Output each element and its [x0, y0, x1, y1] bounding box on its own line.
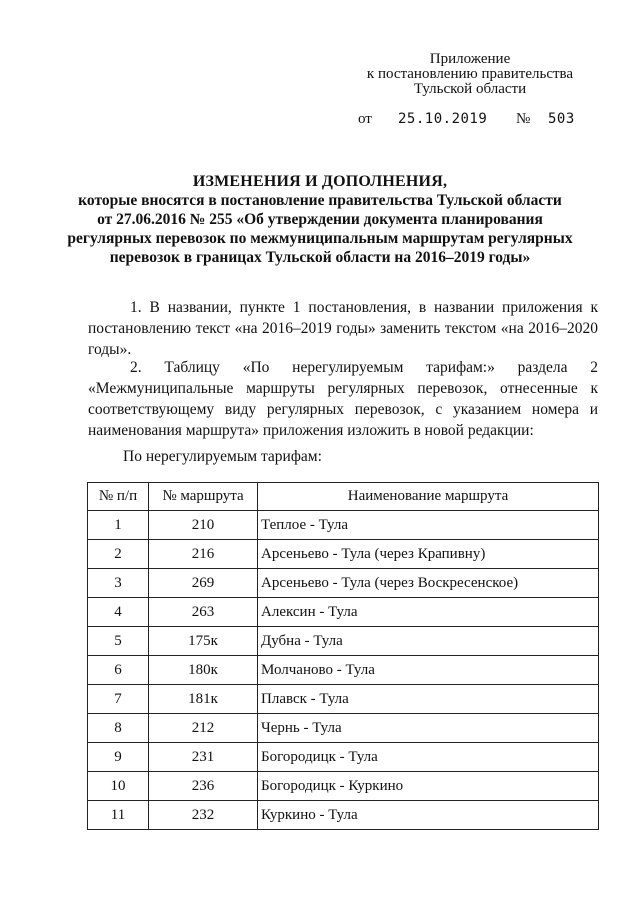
table-row — [88, 685, 599, 714]
title-line-2: которые вносятся в постановление правительства Тульской области — [78, 192, 562, 209]
table-row — [88, 743, 599, 772]
appendix-line-1: Приложение — [429, 51, 511, 67]
document-date: 25.10.2019 — [398, 111, 488, 127]
cell-route-number: 236 — [149, 772, 258, 801]
cell-route-name: Молчаново - Тула — [258, 656, 599, 685]
cell-route-name: Богородицк - Тула — [258, 743, 599, 772]
cell-row-number: 9 — [88, 743, 149, 772]
header-route-number: № маршрута — [149, 483, 258, 511]
cell-route-number: 180к — [149, 656, 258, 685]
cell-route-name: Теплое - Тула — [258, 511, 599, 540]
cell-row-number: 5 — [88, 627, 149, 656]
table-row — [88, 714, 599, 743]
table-row — [88, 627, 599, 656]
title-line-5: перевозок в границах Тульской области на 2016–2019 годы» — [109, 249, 531, 266]
header-route-name: Наименование маршрута — [258, 483, 599, 511]
cell-row-number: 7 — [88, 685, 149, 714]
cell-route-name: Арсеньево - Тула (через Крапивну) — [258, 540, 599, 569]
paragraph-2-text: 2. Таблицу «По нерегулируемым тарифам:» раздела 2 «Межмуниципальные маршруты регулярных перевозок, отнесенные к соответствующему виду регулярных перевозок, с указанием номера и наименования маршрута» приложения изложить в новой редакции: — [88, 359, 598, 439]
table-body — [88, 511, 599, 830]
cell-route-number: 263 — [149, 598, 258, 627]
table-caption: По нерегулируемым тарифам: — [123, 448, 322, 465]
paragraph-1 — [88, 297, 598, 360]
cell-row-number: 11 — [88, 801, 149, 830]
cell-row-number: 8 — [88, 714, 149, 743]
title-line-3: от 27.06.2016 № 255 «Об утверждении документа планирования — [97, 211, 543, 228]
cell-route-name: Алексин - Тула — [258, 598, 599, 627]
cell-route-name: Богородицк - Куркино — [258, 772, 599, 801]
title-line-4: регулярных перевозок по межмуниципальным маршрутам регулярных — [67, 230, 573, 247]
cell-row-number: 6 — [88, 656, 149, 685]
appendix-header — [355, 52, 585, 97]
routes-table — [87, 482, 599, 830]
cell-route-number: 175к — [149, 627, 258, 656]
number-sign: № — [516, 111, 531, 127]
table-header-row — [88, 483, 599, 511]
cell-row-number: 4 — [88, 598, 149, 627]
document-title — [60, 172, 580, 267]
cell-route-number: 269 — [149, 569, 258, 598]
table-row — [88, 772, 599, 801]
title-main: ИЗМЕНЕНИЯ И ДОПОЛНЕНИЯ, — [192, 173, 448, 190]
cell-route-name: Арсеньево - Тула (через Воскресенское) — [258, 569, 599, 598]
cell-route-number: 210 — [149, 511, 258, 540]
appendix-line-3: Тульской области — [413, 81, 527, 97]
paragraph-2 — [88, 357, 598, 441]
from-label: от — [358, 111, 372, 127]
paragraph-1-text: 1. В названии, пункте 1 постановления, в названии приложения к постановлению текст «на 2016–2019 годы» заменить текстом «на 2016–2020 годы». — [88, 299, 598, 358]
cell-row-number: 2 — [88, 540, 149, 569]
cell-route-number: 216 — [149, 540, 258, 569]
cell-route-name: Куркино - Тула — [258, 801, 599, 830]
appendix-line-2: к постановлению правительства — [366, 66, 574, 82]
cell-route-number: 212 — [149, 714, 258, 743]
cell-route-name: Дубна - Тула — [258, 627, 599, 656]
cell-route-number: 231 — [149, 743, 258, 772]
table-row — [88, 656, 599, 685]
cell-route-number: 232 — [149, 801, 258, 830]
table-row — [88, 511, 599, 540]
table-row — [88, 801, 599, 830]
table-row — [88, 598, 599, 627]
cell-route-name: Чернь - Тула — [258, 714, 599, 743]
table-row — [88, 540, 599, 569]
cell-row-number: 10 — [88, 772, 149, 801]
document-number: 503 — [548, 111, 575, 127]
header-row-number: № п/п — [88, 483, 149, 511]
cell-row-number: 1 — [88, 511, 149, 540]
table-row — [88, 569, 599, 598]
cell-route-number: 181к — [149, 685, 258, 714]
cell-route-name: Плавск - Тула — [258, 685, 599, 714]
cell-row-number: 3 — [88, 569, 149, 598]
